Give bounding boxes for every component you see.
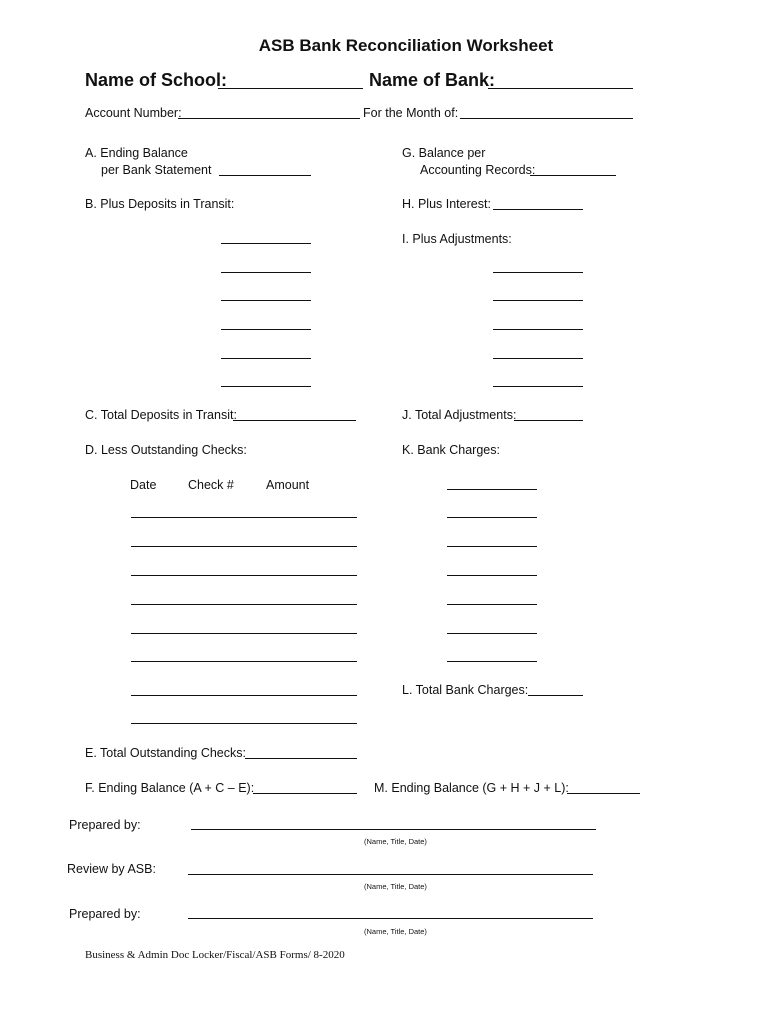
school-field[interactable] — [218, 88, 363, 89]
item-g-label-2: Accounting Records: — [420, 163, 536, 177]
item-j-label: J. Total Adjustments: — [402, 408, 517, 422]
adjustment-field[interactable] — [493, 329, 583, 330]
check-row-field[interactable] — [131, 661, 357, 662]
total-deposits-field[interactable] — [233, 420, 356, 421]
review-by-label: Review by ASB: — [67, 862, 156, 876]
check-row-field[interactable] — [131, 633, 357, 634]
adjustment-field[interactable] — [493, 272, 583, 273]
prepared-by-field[interactable] — [191, 829, 596, 830]
adjustment-field[interactable] — [493, 358, 583, 359]
check-row-field[interactable] — [131, 546, 357, 547]
check-row-field[interactable] — [131, 695, 357, 696]
bank-charge-field[interactable] — [447, 633, 537, 634]
check-row-field[interactable] — [131, 517, 357, 518]
total-adjustments-field[interactable] — [514, 420, 583, 421]
deposit-in-transit-field[interactable] — [221, 386, 311, 387]
check-row-field[interactable] — [131, 604, 357, 605]
item-g-label: G. Balance per — [402, 146, 486, 160]
check-row-field[interactable] — [131, 575, 357, 576]
account-number-label: Account Number: — [85, 106, 182, 120]
check-row-field[interactable] — [131, 723, 357, 724]
accounting-balance-field[interactable] — [530, 175, 616, 176]
ending-balance-m-field[interactable] — [567, 793, 640, 794]
account-number-field[interactable] — [178, 118, 360, 119]
footer-path: Business & Admin Doc Locker/Fiscal/ASB Forms/ 8-2020 — [85, 949, 345, 961]
month-label: For the Month of: — [363, 106, 459, 120]
item-b-label: B. Plus Deposits in Transit: — [85, 197, 235, 211]
bank-field[interactable] — [488, 88, 633, 89]
item-m-label: M. Ending Balance (G + H + J + L): — [374, 781, 569, 795]
bank-charge-field[interactable] — [447, 661, 537, 662]
item-d-label: D. Less Outstanding Checks: — [85, 443, 247, 457]
total-outstanding-field[interactable] — [245, 758, 357, 759]
deposit-in-transit-field[interactable] — [221, 272, 311, 273]
ending-balance-bank-field[interactable] — [219, 175, 311, 176]
adjustment-field[interactable] — [493, 386, 583, 387]
month-field[interactable] — [460, 118, 633, 119]
item-c-label: C. Total Deposits in Transit: — [85, 408, 237, 422]
column-date: Date — [130, 478, 157, 492]
signature-note: (Name, Title, Date) — [364, 882, 427, 891]
column-check: Check # — [188, 478, 234, 492]
bank-charge-field[interactable] — [447, 575, 537, 576]
deposit-in-transit-field[interactable] — [221, 329, 311, 330]
prepared-by-label: Prepared by: — [69, 818, 141, 832]
adjustment-field[interactable] — [493, 300, 583, 301]
item-h-label: H. Plus Interest: — [402, 197, 491, 211]
deposit-in-transit-field[interactable] — [221, 358, 311, 359]
item-f-label: F. Ending Balance (A + C – E): — [85, 781, 255, 795]
signature-note: (Name, Title, Date) — [364, 927, 427, 936]
review-by-field[interactable] — [188, 874, 593, 875]
bank-charge-field[interactable] — [447, 517, 537, 518]
interest-field[interactable] — [493, 209, 583, 210]
school-label: Name of School: — [85, 70, 228, 90]
column-amount: Amount — [266, 478, 310, 492]
bank-charge-field[interactable] — [447, 489, 537, 490]
signature-note: (Name, Title, Date) — [364, 837, 427, 846]
item-k-label: K. Bank Charges: — [402, 443, 500, 457]
item-a-label-2: per Bank Statement — [101, 163, 212, 177]
prepared-by-field[interactable] — [188, 918, 593, 919]
bank-charge-field[interactable] — [447, 546, 537, 547]
deposit-in-transit-field[interactable] — [221, 243, 311, 244]
ending-balance-f-field[interactable] — [253, 793, 357, 794]
prepared-by-label: Prepared by: — [69, 907, 141, 921]
item-l-label: L. Total Bank Charges: — [402, 683, 529, 697]
bank-label: Name of Bank: — [369, 70, 496, 90]
deposit-in-transit-field[interactable] — [221, 300, 311, 301]
bank-charge-field[interactable] — [447, 604, 537, 605]
page-title: ASB Bank Reconciliation Worksheet — [258, 36, 554, 55]
total-bank-charges-field[interactable] — [528, 695, 583, 696]
item-i-label: I. Plus Adjustments: — [402, 232, 512, 246]
item-e-label: E. Total Outstanding Checks: — [85, 746, 246, 760]
item-a-label: A. Ending Balance — [85, 146, 188, 160]
